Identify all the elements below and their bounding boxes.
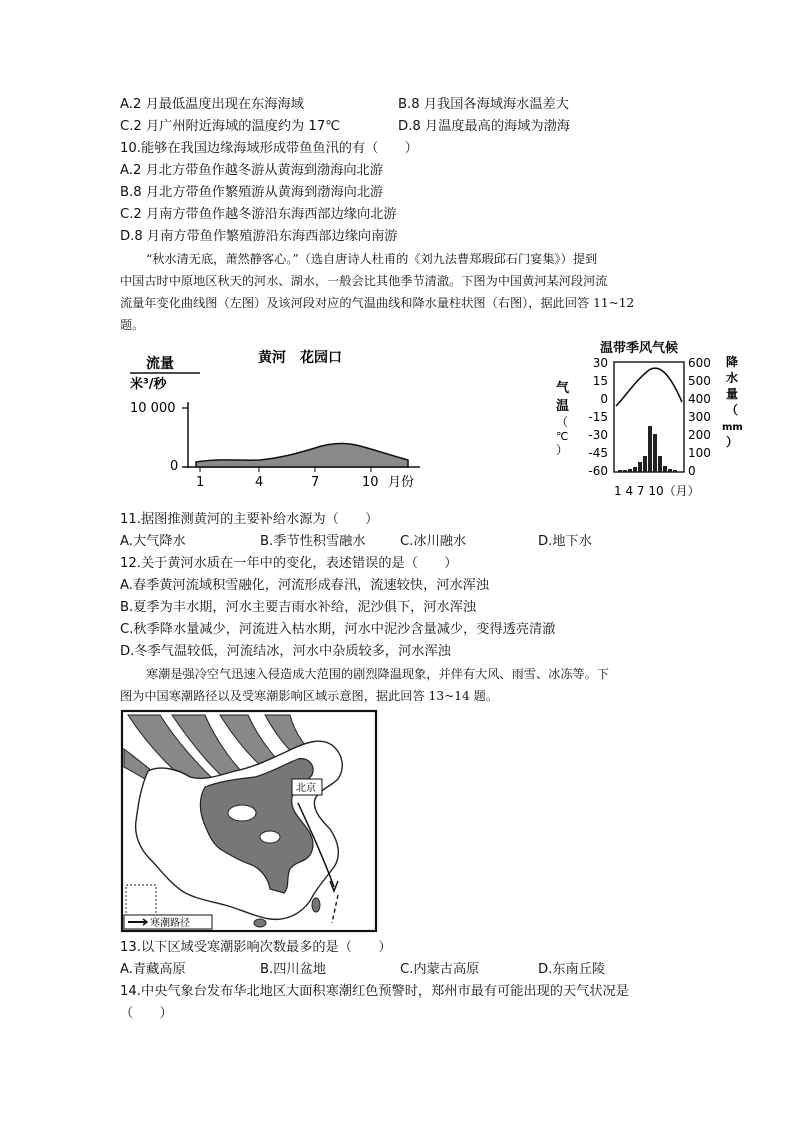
precip-bar: [628, 469, 632, 472]
precip-tick-600: 600: [688, 356, 711, 370]
temp-tick-m45: -45: [588, 446, 608, 460]
temperature-curve: [616, 368, 682, 406]
temp-label-1: 气: [556, 381, 570, 396]
temp-tick-m15: -15: [588, 410, 608, 424]
flow-xtick-1: 1: [196, 475, 205, 490]
precip-bar: [658, 456, 662, 472]
flow-chart-ytick-zero: 0: [170, 459, 179, 474]
temp-label-3: （: [556, 415, 569, 429]
temp-label-4: ℃: [556, 430, 569, 443]
q12-stem: 12.关于黄河水质在一年中的变化，表述错误的是（ ）: [120, 556, 458, 571]
precip-tick-500: 500: [688, 374, 711, 388]
q12-option-c: C.秋季降水量减少，河流进入枯水期，河水中泥沙含量减少，变得透亮清澈: [120, 622, 556, 637]
precip-bar: [668, 469, 672, 472]
q9-option-d: D.8 月温度最高的海域为渤海: [398, 119, 570, 134]
precip-tick-0: 0: [688, 464, 696, 478]
precip-bar: [648, 426, 652, 472]
precip-label-6: ）: [726, 435, 739, 449]
flow-curve: [196, 444, 408, 467]
temp-tick-15: 15: [592, 374, 608, 388]
q14-stem: 14.中央气象台发布华北地区大面积寒潮红色预警时，郑州市最有可能出现的天气状况是: [120, 984, 629, 999]
passage2-line1: 寒潮是强冷空气迅速入侵造成大范围的剧烈降温现象，并伴有大风、雨雪、冰冻等。下: [146, 667, 610, 681]
q12-option-d: D.冬季气温较低，河流结冰，河水中杂质较多，河水浑浊: [120, 644, 451, 659]
q10-stem: 10.能够在我国边缘海域形成带鱼鱼汛的有（ ）: [120, 141, 418, 156]
passage1-line4: 题。: [120, 318, 145, 332]
q13-option-b: B.四川盆地: [260, 962, 326, 977]
climate-chart-title: 温带季风气候: [600, 341, 679, 356]
precip-bar: [643, 456, 647, 472]
flow-chart-ylabel-2: 米³/秒: [130, 377, 167, 392]
precip-tick-300: 300: [688, 410, 711, 424]
legend-label: 寒潮路径: [150, 918, 190, 929]
q13-option-d: D.东南丘陵: [538, 962, 606, 977]
passage1-line2: 中国古时中原地区秋天的河水、湖水，一般会比其他季节清澈。下图为中国黄河某河段河流: [120, 274, 608, 288]
climate-chart: [554, 340, 754, 505]
flow-chart-title: 黄河 花园口: [258, 350, 342, 366]
precip-label-3: 量: [726, 387, 739, 401]
climate-x-ticks: 1 4 7 10（月）: [614, 484, 700, 498]
temp-tick-30: 30: [592, 356, 608, 370]
q13-option-c: C.内蒙古高原: [400, 962, 480, 977]
q11-option-b: B.季节性积雪融水: [260, 534, 366, 549]
flow-xtick-10: 10: [362, 475, 379, 490]
flow-chart-ytick-top: 10 000: [130, 401, 176, 416]
precip-bar: [633, 467, 637, 472]
q10-option-c: C.2 月南方带鱼作越冬游沿东海西部边缘向北游: [120, 207, 397, 222]
precip-bar: [623, 470, 627, 472]
passage1-line3: 流量年变化曲线图（左图）及该河段对应的气温曲线和降水量柱状图（右图），据此回答 11~12: [120, 296, 635, 310]
q11-option-a: A.大气降水: [120, 534, 186, 549]
q9-option-b: B.8 月我国各海域海水温差大: [398, 97, 569, 112]
q9-option-a: A.2 月最低温度出现在东海海域: [120, 97, 304, 112]
precip-label-4: （: [726, 403, 739, 417]
passage1-line1: “秋水清无底，萧然静客心。”（选自唐诗人杜甫的《刘九法曹郑瑕邱石门宴集》）提到: [146, 252, 598, 266]
temp-label-2: 温: [556, 399, 570, 414]
flow-chart-ylabel-1: 流量: [146, 356, 174, 372]
taiwan-island: [312, 898, 320, 912]
flow-chart: [120, 348, 440, 498]
temp-tick-m30: -30: [588, 428, 608, 442]
precip-bar: [638, 462, 642, 472]
q12-option-b: B.夏季为丰水期，河水主要吉雨水补给，泥沙俱下，河水浑浊: [120, 600, 477, 615]
flow-xtick-4: 4: [255, 475, 264, 490]
temp-tick-0: 0: [600, 392, 608, 406]
q11-option-d: D.地下水: [538, 534, 592, 549]
precip-tick-200: 200: [688, 428, 711, 442]
basin-area: [260, 831, 280, 843]
flow-xtick-7: 7: [311, 475, 320, 490]
passage2-line2: 图为中国寒潮路径以及受寒潮影响区域示意图，据此回答 13~14 题。: [120, 689, 499, 703]
q12-option-a: A.春季黄河流域积雪融化，河流形成春汛，流速较快，河水浑浊: [120, 578, 490, 593]
precip-bar: [673, 470, 677, 472]
q11-stem: 11.据图推测黄河的主要补给水源为（ ）: [120, 512, 379, 527]
q14-paren: （ ）: [120, 1006, 173, 1021]
precip-bar: [653, 434, 657, 472]
beijing-label: 北京: [296, 783, 316, 794]
precip-label-1: 降: [726, 355, 739, 369]
q13-option-a: A.青藏高原: [120, 962, 186, 977]
precip-tick-400: 400: [688, 392, 711, 406]
q9-option-c: C.2 月广州附近海域的温度约为 17℃: [120, 119, 341, 134]
basin-area: [228, 805, 256, 821]
precip-bar: [663, 466, 667, 472]
q10-option-b: B.8 月北方带鱼作繁殖游从黄海到渤海向北游: [120, 185, 384, 200]
temp-label-5: ）: [556, 443, 569, 457]
precip-label-2: 水: [726, 371, 739, 385]
q10-option-a: A.2 月北方带鱼作越冬游从黄海到渤海向北游: [120, 163, 383, 178]
flow-x-unit: 月份: [388, 475, 415, 490]
precip-tick-100: 100: [688, 446, 711, 460]
precip-label-5: mm: [722, 422, 743, 433]
cold-wave-map: [120, 709, 378, 933]
hainan-island: [254, 919, 266, 927]
q11-option-c: C.冰川融水: [400, 534, 467, 549]
temp-tick-m60: -60: [588, 464, 608, 478]
q13-stem: 13.以下区域受寒潮影响次数最多的是（ ）: [120, 940, 392, 955]
precip-bar: [618, 470, 622, 472]
q10-option-d: D.8 月南方带鱼作繁殖游沿东海西部边缘向南游: [120, 229, 398, 244]
